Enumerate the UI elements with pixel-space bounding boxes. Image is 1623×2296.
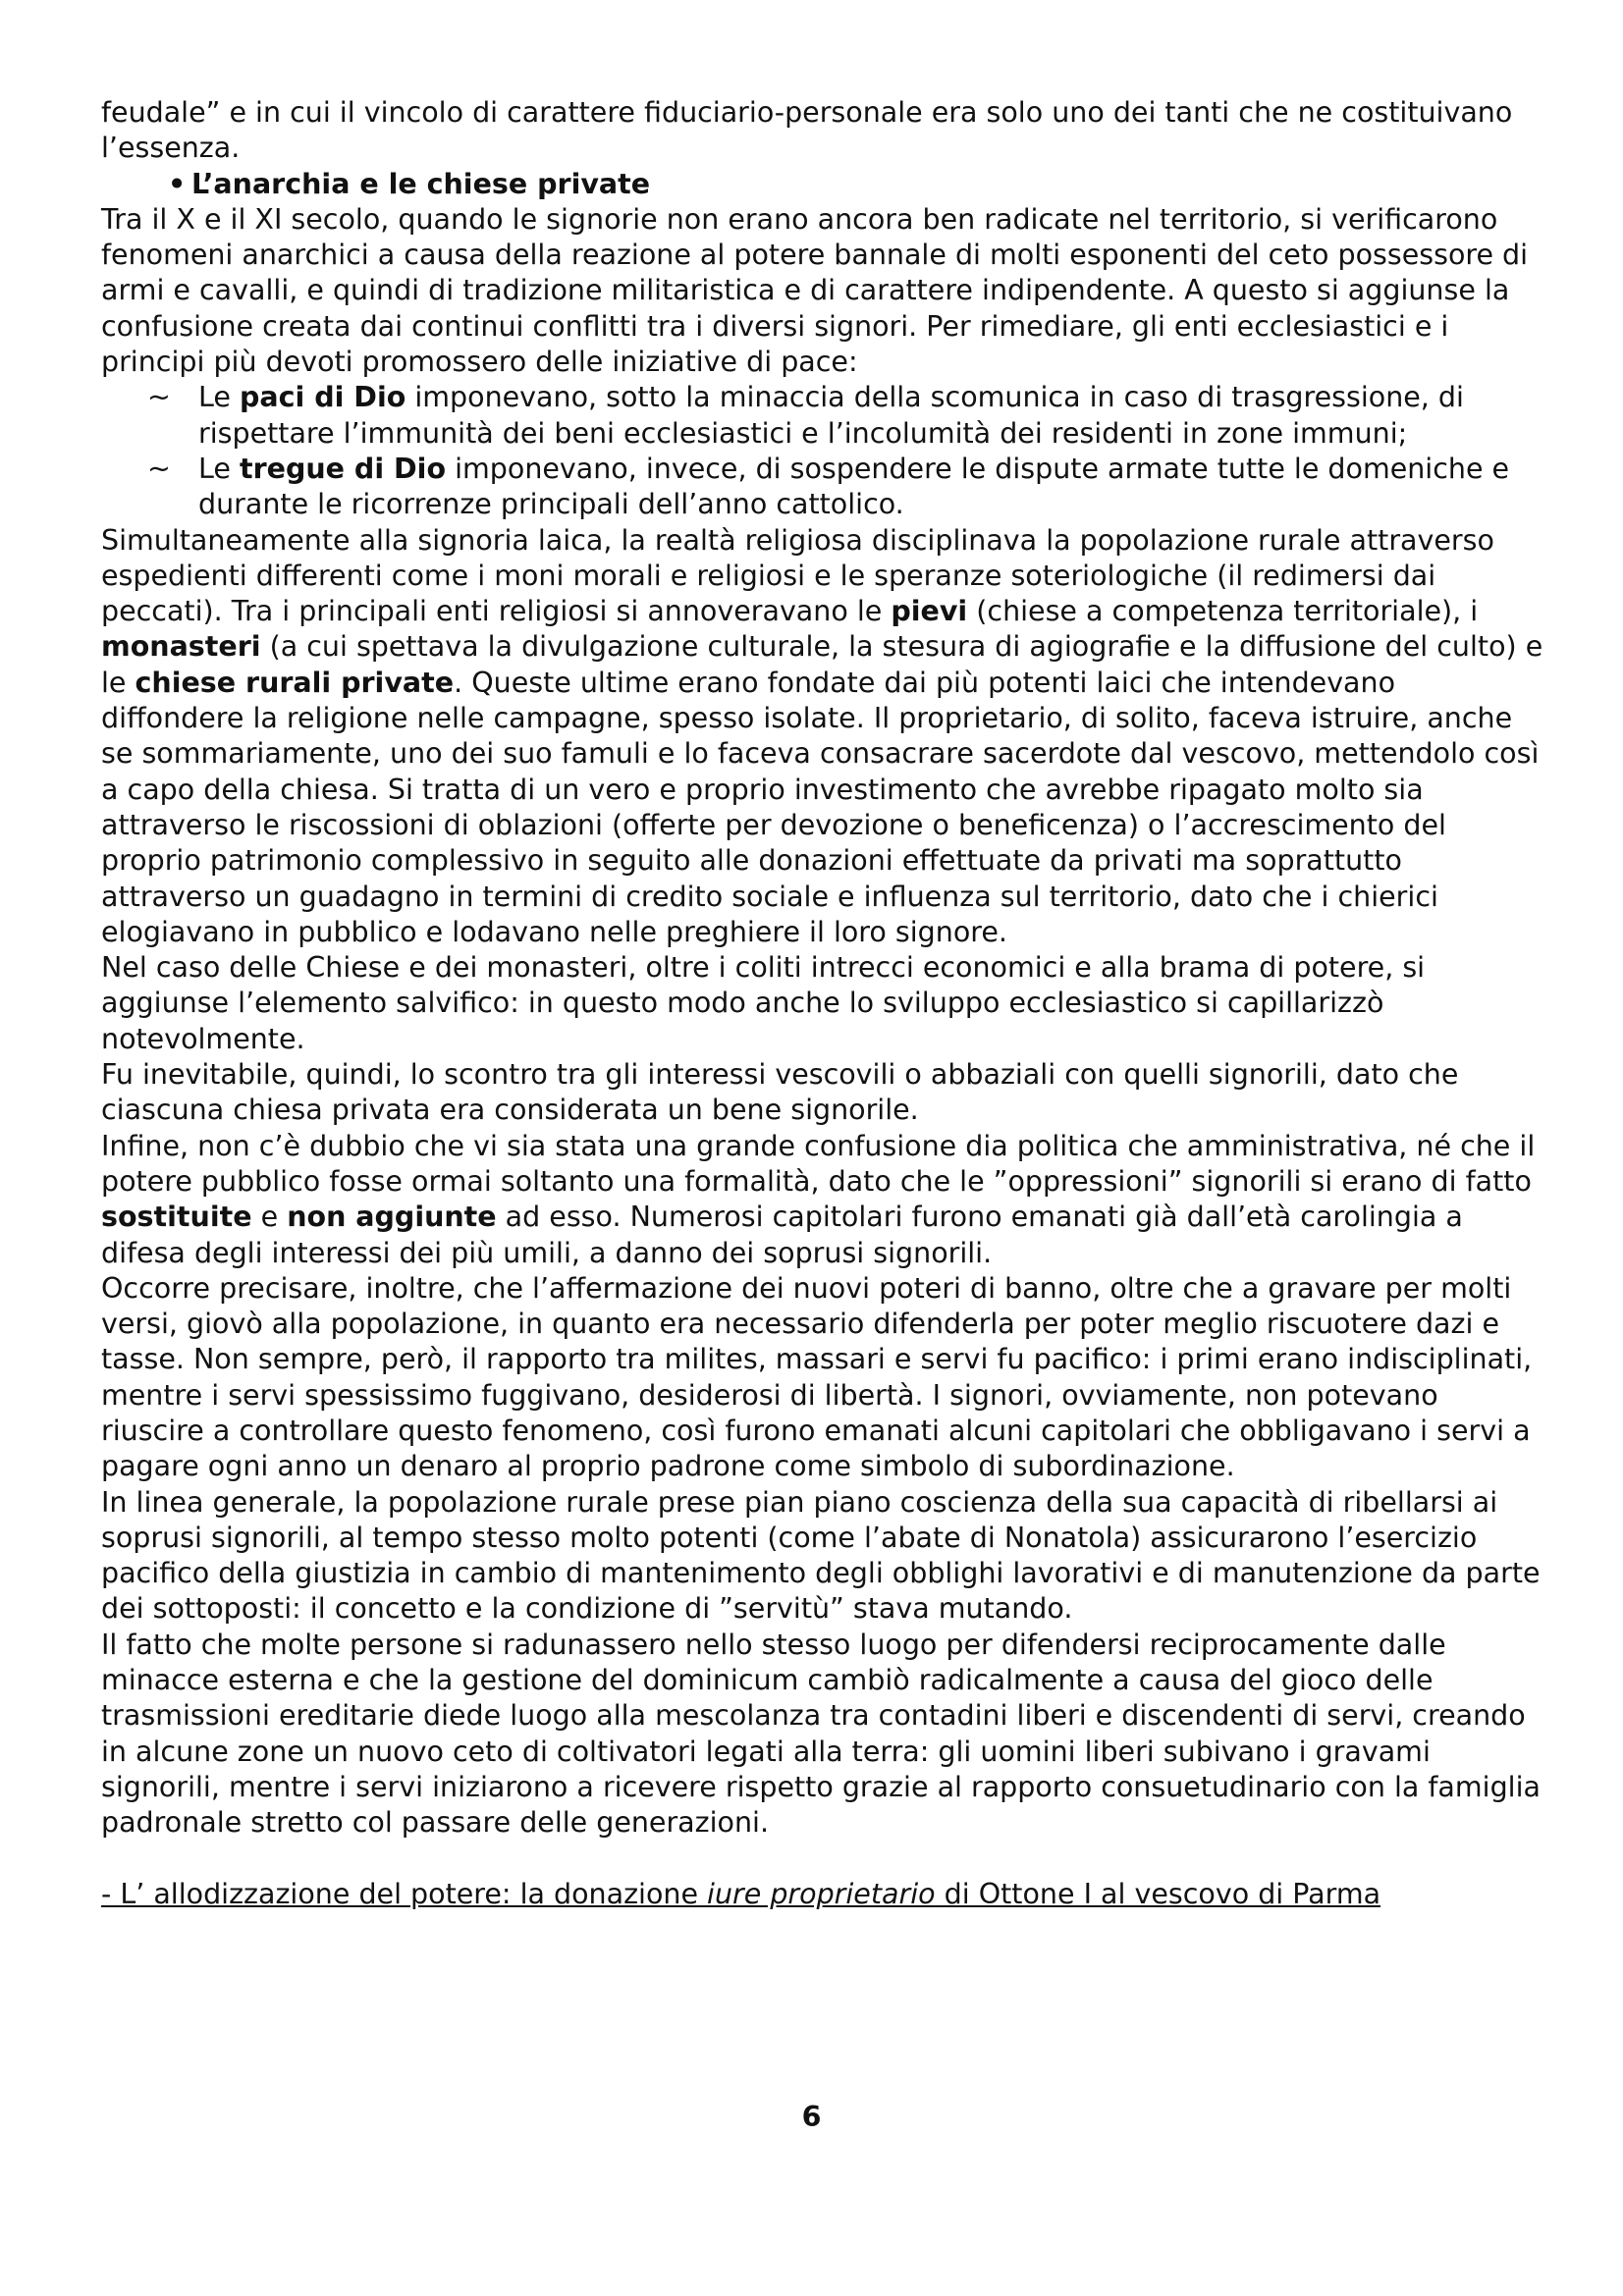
paragraph-anarchia: Tra il X e il XI secolo, quando le signorie non erano ancora ben radicate nel territorio, si verificarono fenomeni anarchici a causa della reazione al potere bannale di molti esponenti del ceto possessore di armi e cavalli, e quindi di tradizione militaristica e di carattere indipendente. A questo si aggiunse la confusione creata dai continui conflitti tra i diversi signori. Per rimediare, gli enti ecclesiastici e i principi più devoti promossero delle iniziative di pace: bbox=[101, 202, 1529, 379]
term-iure-proprietario: iure proprietario bbox=[707, 1877, 936, 1910]
document-page bbox=[101, 95, 1544, 1912]
page-number: 6 bbox=[801, 2101, 822, 2133]
paragraph-continuation: feudale” e in cui il vincolo di carattere fiduciario-personale era solo uno dei tanti che ne costituivano l’essenza. bbox=[101, 96, 1513, 165]
paragraph-mescolanza: Il fatto che molte persone si radunassero nello stesso luogo per difendersi reciprocamente dalle minacce esterna e che la gestione del dominicum cambiò radicalmente a causa del gioco delle trasmissioni ereditarie diede luogo alla mescolanza tra contadini liberi e discendenti di servi, creando in alcune zone un nuovo ceto di coltivatori legati alla terra: gli uomini liberi subivano i gravami signorili, mentre i servi iniziarono a ricevere rispetto grazie al rapporto consuetudinario con la famiglia padronale stretto col passare delle generazioni. bbox=[101, 1628, 1541, 1840]
bullet-icon: • bbox=[168, 167, 187, 200]
term-sostituite: sostituite bbox=[101, 1201, 252, 1234]
paragraph-confusione: Infine, non c’è dubbio che vi sia stata una grande confusione dia politica che amministrativa, né che il potere pubblico fosse ormai soltanto una formalità, dato che le ”oppressioni” signorili si erano di fatto sostituite e non aggiunte ad esso. Numerosi capitolari furono emanati già dall’età carolingia a difesa degli interessi dei più umili, a danno dei soprusi signorili. bbox=[101, 1129, 1536, 1269]
list-item-paci: ~ Le paci di Dio imponevano, sotto la minaccia della scomunica in caso di trasgressione, di rispettare l’immunità dei beni ecclesiastici e l’incolumità dei residenti in zone immuni; bbox=[147, 381, 1464, 450]
paragraph-enti-religiosi: Simultaneamente alla signoria laica, la realtà religiosa disciplinava la popolazione rurale attraverso espedienti differenti come i moni morali e religiosi e le speranze soteriologiche (il redimersi dai peccati). Tra i principali enti religiosi si annoveravano le pievi (chiese a competenza territoriale), i monasteri (a cui spettava la divulgazione culturale, la stesura di agiografie e la diffusione del culto) e le chiese rurali private. Queste ultime erano fondate dai più potenti laici che intendevano diffondere la religione nelle campagne, spesso isolate. Il proprietario, di solito, faceva istruire, anche se sommariamente, uno dei suo famuli e lo faceva consacrare sacerdote dal vescovo, mettendolo così a capo della chiesa. Si tratta di un vero e proprio investimento che avrebbe ripagato molto sia attraverso le riscossioni di oblazioni (offerte per devozione o beneficenza) o l’accrescimento del proprio patrimonio complessivo in seguito alle donazioni effettuate da privati ma soprattutto attraverso un guadagno in termini di credito sociale e influenza sul territorio, dato che i chierici elogiavano in pubblico e lodavano nelle preghiere il loro signore. bbox=[101, 523, 1543, 948]
term-paci-di-dio: paci di Dio bbox=[239, 381, 406, 414]
list-item-tregue: ~ Le tregue di Dio imponevano, invece, di sospendere le dispute armate tutte le domeniche e durante le ricorrenze principali dell’anno cattolico. bbox=[147, 452, 1510, 521]
term-tregue-di-dio: tregue di Dio bbox=[239, 452, 447, 485]
term-pievi: pievi bbox=[891, 595, 968, 628]
section-heading-anarchia bbox=[101, 167, 1544, 202]
tilde-bullet-icon: ~ bbox=[147, 381, 171, 414]
paragraph-chiese-monasteri: Nel caso delle Chiese e dei monasteri, oltre i coliti intrecci economici e alla brama di potere, si aggiunse l’elemento salvifico: in questo modo anche lo sviluppo ecclesiastico si capillarizzò notevolmente. bbox=[101, 951, 1426, 1055]
paragraph-banno: Occorre precisare, inoltre, che l’affermazione dei nuovi poteri di banno, oltre che a gravare per molti versi, giovò alla popolazione, in quanto era necessario difenderla per poter meglio riscuotere dazi e tasse. Non sempre, però, il rapporto tra milites, massari e servi fu pacifico: i primi erano indisciplinati, mentre i servi spessissimo fuggivano, desiderosi di libertà. I signori, ovviamente, non potevano riuscire a controllare questo fenomeno, così furono emanati alcuni capitolari che obbligavano i servi a pagare ogni anno un denaro al proprio padrone come simbolo di subordinazione. bbox=[101, 1271, 1533, 1483]
term-chiese-rurali: chiese rurali private bbox=[135, 666, 455, 699]
section-heading-allodizzazione: - L’ allodizzazione del potere: la donazione iure proprietario di Ottone I al vescovo di Parma bbox=[101, 1877, 1381, 1910]
paragraph-popolazione-rurale: In linea generale, la popolazione rurale prese pian piano coscienza della sua capacità di ribellarsi ai soprusi signorili, al tempo stesso molto potenti (come l’abate di Nonatola) assicurarono l’esercizio pacifico della giustizia in cambio di mantenimento degli obblighi lavorativi e di manutenzione da parte dei sottoposti: il concetto e la condizione di ”servitù” stava mutando. bbox=[101, 1485, 1541, 1626]
term-monasteri: monasteri bbox=[101, 630, 261, 664]
paragraph-scontro: Fu inevitabile, quindi, lo scontro tra gli interessi vescovili o abbaziali con quelli signorili, dato che ciascuna chiesa privata era considerata un bene signorile. bbox=[101, 1058, 1459, 1127]
term-non-aggiunte: non aggiunte bbox=[287, 1201, 497, 1234]
section-heading-text: L’anarchia e le chiese private bbox=[191, 167, 651, 200]
tilde-bullet-icon: ~ bbox=[147, 452, 171, 485]
